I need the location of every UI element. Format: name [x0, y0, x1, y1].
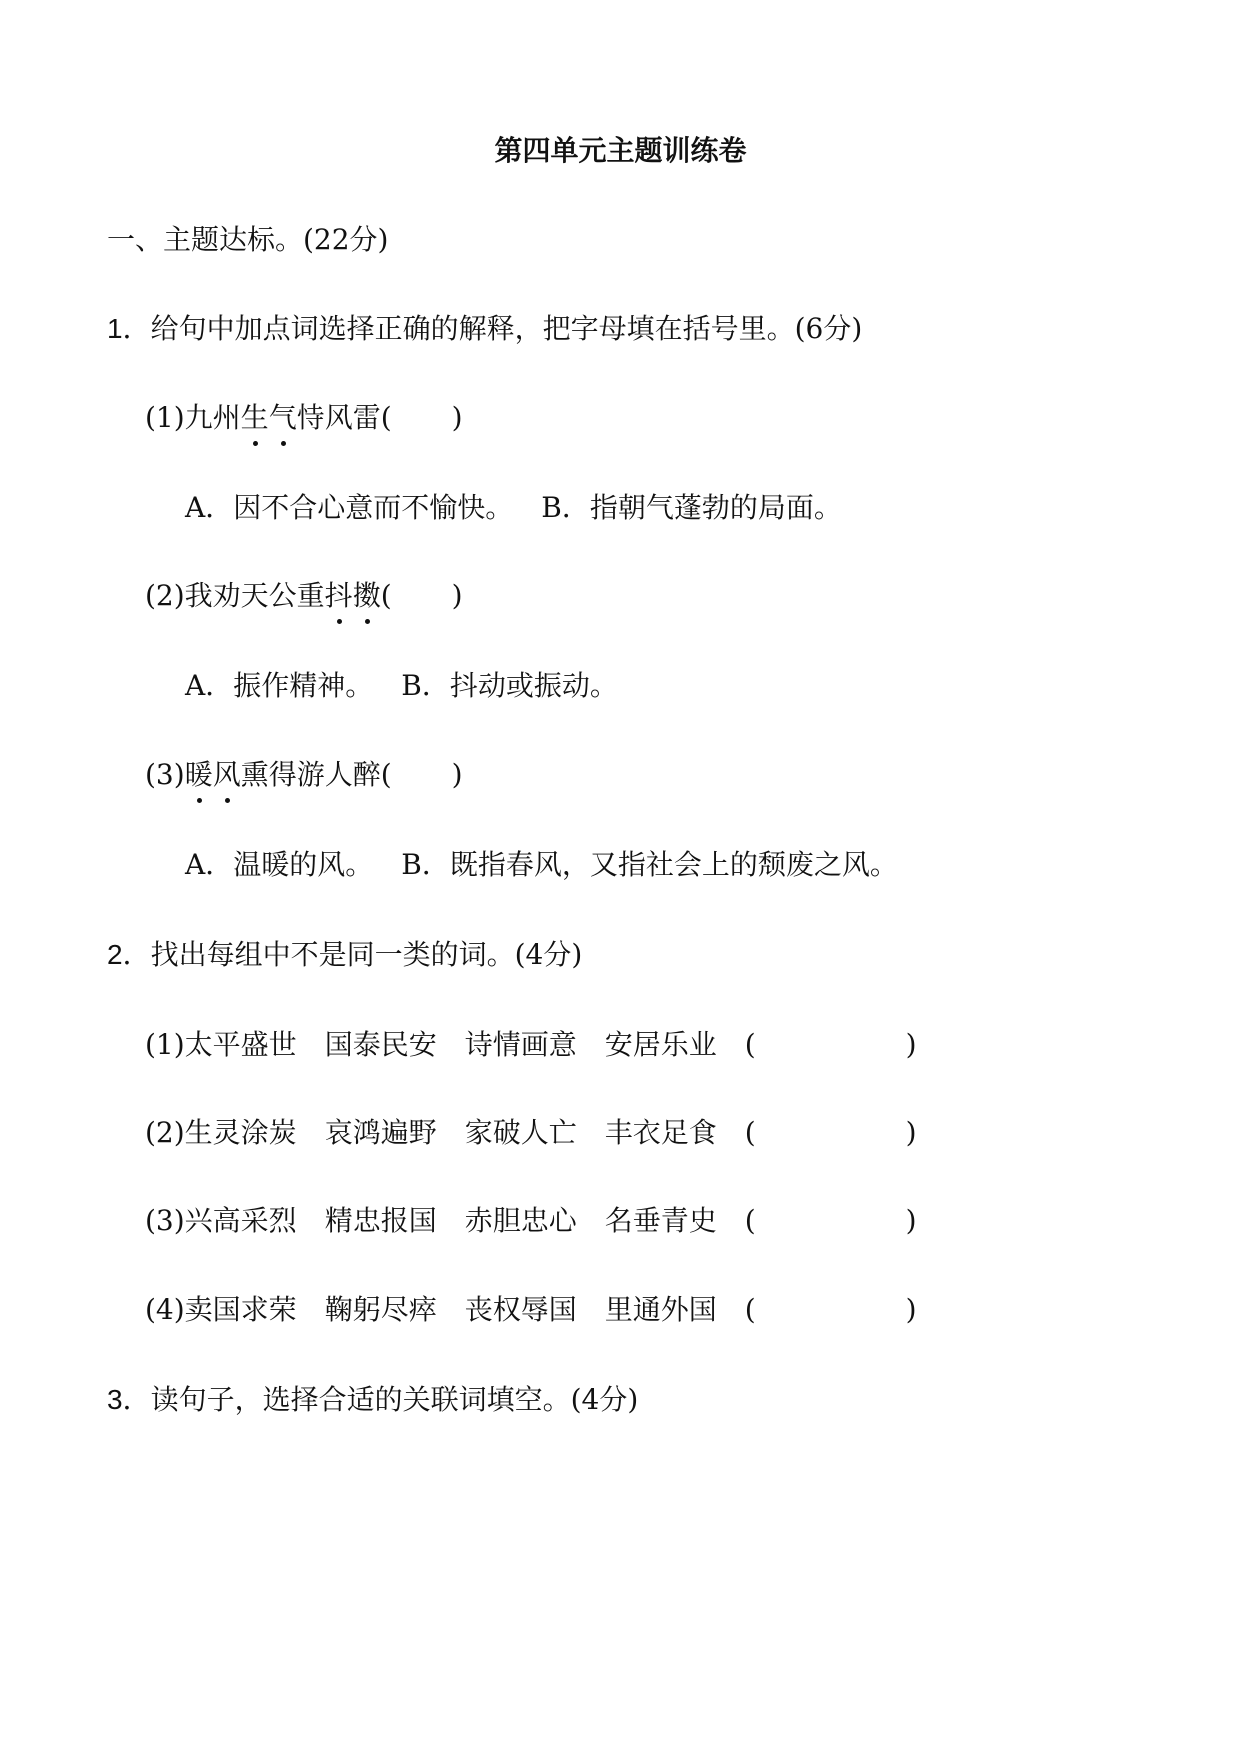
option-text: ．振作精神。 — [205, 669, 374, 702]
q1-item-3 — [145, 757, 463, 793]
page-title: 第四单元主题训练卷 — [494, 134, 747, 167]
close-paren: ) — [905, 1204, 917, 1237]
word: 家破人亡 — [464, 1116, 577, 1149]
item-suffix: 熏得游人醉( — [240, 758, 392, 791]
word: 丰衣足食 — [604, 1116, 717, 1149]
section-heading: 一、主题达标。(22分) — [107, 223, 389, 256]
dotted-char: 抖 — [324, 579, 353, 612]
item-prefix: (1)九州 — [145, 401, 241, 434]
question-1 — [107, 311, 862, 347]
option-label: A — [185, 491, 206, 524]
q2-row-4 — [145, 1292, 917, 1328]
option-label: A — [185, 848, 206, 881]
question-text: ．给句中加点词选择正确的解释，把字母填在括号里。(6分) — [122, 312, 863, 345]
item-suffix: 恃风雷( — [296, 401, 392, 434]
q1-item-2 — [145, 578, 463, 614]
dotted-char: 生 — [240, 401, 269, 434]
close-paren: ) — [905, 1293, 917, 1326]
option-text: ．指朝气蓬勃的局面。 — [561, 491, 842, 524]
q1-item-1-options — [185, 490, 842, 526]
question-text: ．读句子，选择合适的关联词填空。(4分) — [122, 1383, 639, 1416]
word: 国泰民安 — [324, 1028, 437, 1061]
word: 兴高采烈 — [184, 1204, 297, 1237]
row-label: (3) — [145, 1204, 185, 1237]
word: 卖国求荣 — [184, 1293, 297, 1326]
word: 诗情画意 — [464, 1028, 577, 1061]
word: 鞠躬尽瘁 — [324, 1293, 437, 1326]
option-text: ．既指春风，又指社会上的颓废之风。 — [421, 848, 898, 881]
item-suffix: ( — [380, 579, 392, 612]
q2-row-2 — [145, 1115, 917, 1151]
option-label: A — [185, 669, 206, 702]
word: 精忠报国 — [324, 1204, 437, 1237]
option-text: ．温暖的风。 — [205, 848, 374, 881]
option-text: ．因不合心意而不愉快。 — [205, 491, 514, 524]
dotted-char: 擞 — [352, 579, 381, 612]
word: 哀鸿遍野 — [324, 1116, 437, 1149]
close-paren: ) — [905, 1116, 917, 1149]
q2-row-1 — [145, 1027, 917, 1063]
dotted-char: 暖 — [184, 758, 213, 791]
question-2 — [107, 937, 582, 973]
row-label: (4) — [145, 1293, 185, 1326]
close-paren: ) — [905, 1028, 917, 1061]
option-label: B — [401, 669, 422, 702]
open-paren: ( — [744, 1204, 756, 1237]
close-paren: ) — [451, 579, 463, 612]
question-3 — [107, 1382, 638, 1418]
word: 安居乐业 — [604, 1028, 717, 1061]
option-label: B — [541, 491, 562, 524]
option-text: ．抖动或振动。 — [421, 669, 618, 702]
question-number: 2 — [107, 939, 123, 970]
q2-row-3 — [145, 1203, 917, 1239]
word: 太平盛世 — [184, 1028, 297, 1061]
open-paren: ( — [744, 1293, 756, 1326]
item-prefix: (2)我劝天公重 — [145, 579, 325, 612]
row-label: (2) — [145, 1116, 185, 1149]
word: 生灵涂炭 — [184, 1116, 297, 1149]
open-paren: ( — [744, 1028, 756, 1061]
dotted-char: 气 — [268, 401, 297, 434]
q1-item-1 — [145, 400, 463, 436]
word: 里通外国 — [604, 1293, 717, 1326]
close-paren: ) — [451, 401, 463, 434]
q1-item-2-options — [185, 668, 618, 704]
q1-item-3-options — [185, 847, 898, 883]
question-number: 3 — [107, 1384, 123, 1415]
option-label: B — [401, 848, 422, 881]
question-text: ．找出每组中不是同一类的词。(4分) — [122, 938, 583, 971]
word: 名垂青史 — [604, 1204, 717, 1237]
word: 丧权辱国 — [464, 1293, 577, 1326]
dotted-char: 风 — [212, 758, 241, 791]
question-number: 1 — [107, 313, 123, 344]
row-label: (1) — [145, 1028, 185, 1061]
close-paren: ) — [451, 758, 463, 791]
word: 赤胆忠心 — [464, 1204, 577, 1237]
open-paren: ( — [744, 1116, 756, 1149]
item-prefix: (3) — [145, 758, 185, 791]
